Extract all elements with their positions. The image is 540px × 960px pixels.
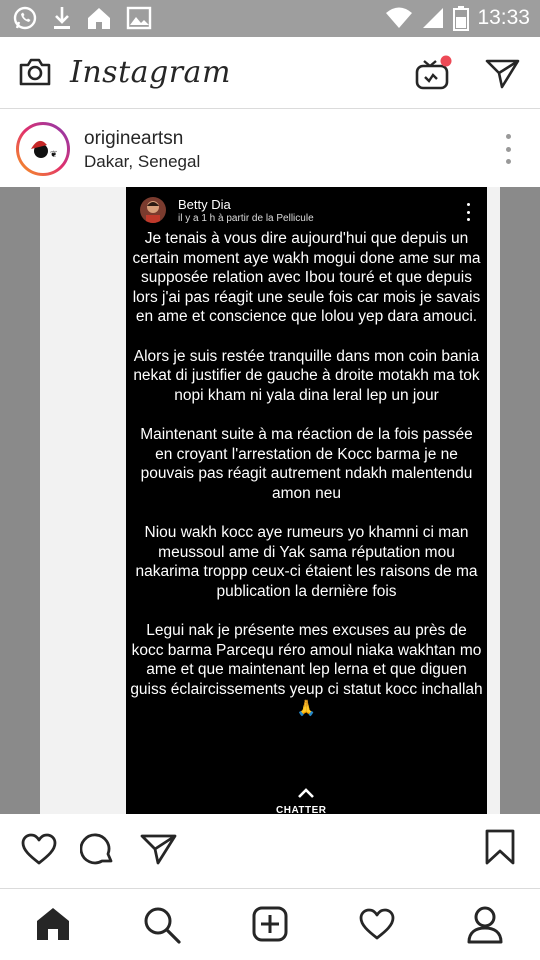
story-paragraph: Legui nak je présente mes excuses au près de kocc barma Parcequ réro amoul niaka wakhtan mo ame et que maintenant lep lerna et que diguen guiss éclaircissements yeup ci statut kocc inchallah 🙏 [130, 622, 483, 717]
svg-text:❦: ❦ [50, 150, 58, 160]
comment-icon[interactable] [80, 832, 116, 868]
story-author-name: Betty Dia [178, 197, 231, 212]
story-paragraph: Maintenant suite à ma réaction de la fois passée en croyant l'arrestation de Kocc barma je ne pouvais pas réagit autrement ndakh malentendu amon neu [140, 426, 473, 502]
direct-message-icon[interactable] [485, 57, 521, 89]
igtv-icon[interactable] [414, 53, 454, 93]
bookmark-icon[interactable] [484, 828, 516, 866]
post-media[interactable] [0, 187, 540, 814]
activity-icon[interactable] [358, 907, 396, 941]
status-bar-system [385, 5, 530, 31]
igtv-notification-dot [441, 56, 452, 67]
instagram-logo: Instagram [70, 55, 231, 90]
share-icon[interactable] [140, 832, 178, 866]
status-bar-notifications [12, 5, 152, 31]
whatsapp-icon [12, 5, 38, 31]
story-text [130, 229, 483, 739]
status-bar [0, 0, 540, 37]
chevron-up-icon [296, 787, 316, 799]
story-more-icon [465, 203, 471, 221]
camera-icon[interactable] [18, 57, 52, 87]
bottom-nav [0, 888, 540, 960]
signal-icon [421, 6, 445, 30]
chatter-label: CHATTER [276, 805, 327, 814]
story-paragraph: Je tenais à vous dire aujourd'hui que depuis un certain moment aye wakh mogui done ame sur ma supposée relation avec Ibou touré et que depuis lors j'ai pas réagit une seule fois car mois je savais en ame et conscience que lolou yep dara amouci. [132, 230, 481, 325]
story-author-avatar [140, 197, 166, 223]
new-post-icon[interactable] [251, 905, 289, 943]
wifi-icon [385, 6, 413, 30]
story-screenshot [126, 187, 487, 814]
post-header [0, 110, 540, 187]
post-location[interactable]: Dakar, Senegal [84, 152, 201, 171]
heart-icon[interactable] [20, 832, 58, 866]
avatar[interactable] [16, 122, 70, 176]
post-username[interactable]: origineartsn [84, 128, 184, 149]
clock: 13:33 [477, 6, 530, 29]
story-paragraph: Niou wakh kocc aye rumeurs yo khamni ci man meussoul ame di Yak sama réputation mou nakarima troppp ceux-ci étaient les raisons de ma publication la dernière fois [135, 524, 478, 600]
post-actions [0, 814, 540, 886]
home-icon[interactable] [34, 905, 72, 943]
profile-icon[interactable] [466, 905, 504, 945]
app-header [0, 37, 540, 109]
battery-icon [453, 5, 469, 31]
story-subtitle: il y a 1 h à partir de la Pellicule [178, 213, 314, 224]
story-paragraph: Alors je suis restée tranquille dans mon coin bania nekat di justifier de gauche à droite motakh ma tok nopi kham ni yala dina leral lep un jour [133, 347, 480, 404]
download-icon [52, 5, 72, 31]
more-options-icon[interactable] [502, 134, 514, 164]
gallery-notification-icon [126, 5, 152, 31]
home-notification-icon [86, 5, 112, 31]
origineart-logo-icon [21, 127, 65, 171]
search-icon[interactable] [142, 905, 182, 945]
